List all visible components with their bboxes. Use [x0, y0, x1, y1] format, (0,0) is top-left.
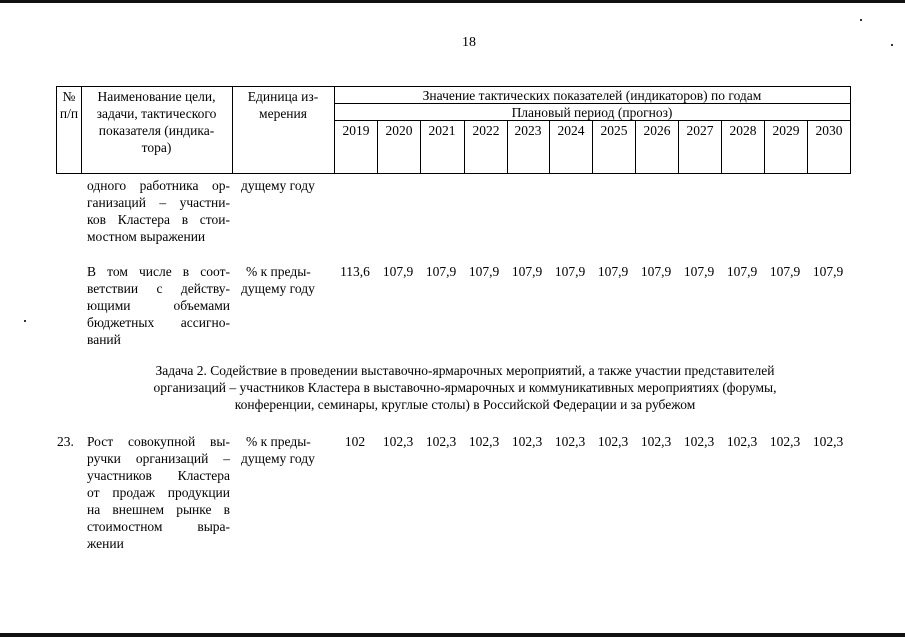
value-cell: 102,3 — [382, 434, 414, 449]
value-cell: 102,3 — [511, 434, 543, 449]
row-continued-name: одного работника ор- ганизаций – участни- ков Кластера в стои- мостном выражении — [87, 178, 230, 244]
row-revenue-unit: % к преды- дущему году — [241, 434, 315, 466]
scan-speck — [891, 44, 893, 46]
header-year: 2022 — [472, 123, 500, 138]
value-cell: 107,9 — [425, 264, 457, 279]
header-year: 2019 — [342, 123, 370, 138]
header-year: 2024 — [557, 123, 585, 138]
scan-speck — [860, 19, 862, 21]
value-cell: 107,9 — [812, 264, 844, 279]
header-plan-period: Плановый период (прогноз) — [511, 105, 673, 120]
value-cell: 102,3 — [812, 434, 844, 449]
row-budget-unit: % к преды- дущему году — [241, 264, 315, 296]
scan-speck — [24, 320, 26, 322]
value-cell: 102,3 — [683, 434, 715, 449]
row-number: 23. — [57, 434, 74, 449]
value-cell: 102,3 — [726, 434, 758, 449]
header-year: 2021 — [428, 123, 456, 138]
header-year: 2020 — [385, 123, 413, 138]
header-year: 2026 — [643, 123, 671, 138]
header-col-unit: Единица из- мерения — [247, 89, 319, 121]
value-cell: 107,9 — [511, 264, 543, 279]
header-year: 2023 — [514, 123, 542, 138]
row-revenue-values — [0, 433, 905, 451]
value-cell: 107,9 — [726, 264, 758, 279]
task-heading: Задача 2. Содействие в проведении выставочно-ярмарочных мероприятий, а также участии представителей организаций – участников Кластера в выставочно-ярмарочных и коммуникативных мероприятиях (форумы, конференции, семинары, круглые столы) в Российской Федерации и за рубежом — [153, 363, 777, 412]
bottom-border — [0, 633, 905, 637]
header-year: 2025 — [600, 123, 628, 138]
value-cell: 102,3 — [769, 434, 801, 449]
header-year: 2027 — [686, 123, 714, 138]
header-year: 2030 — [815, 123, 843, 138]
table-header — [56, 86, 851, 174]
row-budget-values — [0, 263, 905, 281]
value-cell: 102,3 — [425, 434, 457, 449]
value-cell: 107,9 — [769, 264, 801, 279]
header-values-title: Значение тактических показателей (индикаторов) по годам — [422, 88, 762, 103]
value-cell: 107,9 — [683, 264, 715, 279]
value-cell: 107,9 — [468, 264, 500, 279]
row-revenue-name: Рост совокупной вы- ручки организаций – участников Кластера от продаж продукции на внешнем рынке в стоимостном выра- жении — [87, 434, 230, 551]
value-cell: 102 — [344, 434, 366, 449]
value-cell: 107,9 — [382, 264, 414, 279]
value-cell: 102,3 — [597, 434, 629, 449]
page-number: 18 — [462, 35, 476, 50]
row-continued-unit: дущему году — [241, 178, 315, 193]
header-col-number: № п/п — [59, 89, 79, 121]
value-cell: 107,9 — [640, 264, 672, 279]
header-year: 2028 — [729, 123, 757, 138]
value-cell: 107,9 — [597, 264, 629, 279]
value-cell: 113,6 — [340, 264, 370, 279]
header-year: 2029 — [772, 123, 800, 138]
value-cell: 107,9 — [554, 264, 586, 279]
value-cell: 102,3 — [640, 434, 672, 449]
header-col-name: Наименование цели, задачи, тактического показателя (индика- тора) — [96, 89, 217, 155]
value-cell: 102,3 — [554, 434, 586, 449]
row-budget-name: В том числе в соот- ветствии с действу- ющими объемами бюджетных ассигно- ваний — [87, 264, 230, 347]
value-cell: 102,3 — [468, 434, 500, 449]
top-border — [0, 0, 905, 3]
